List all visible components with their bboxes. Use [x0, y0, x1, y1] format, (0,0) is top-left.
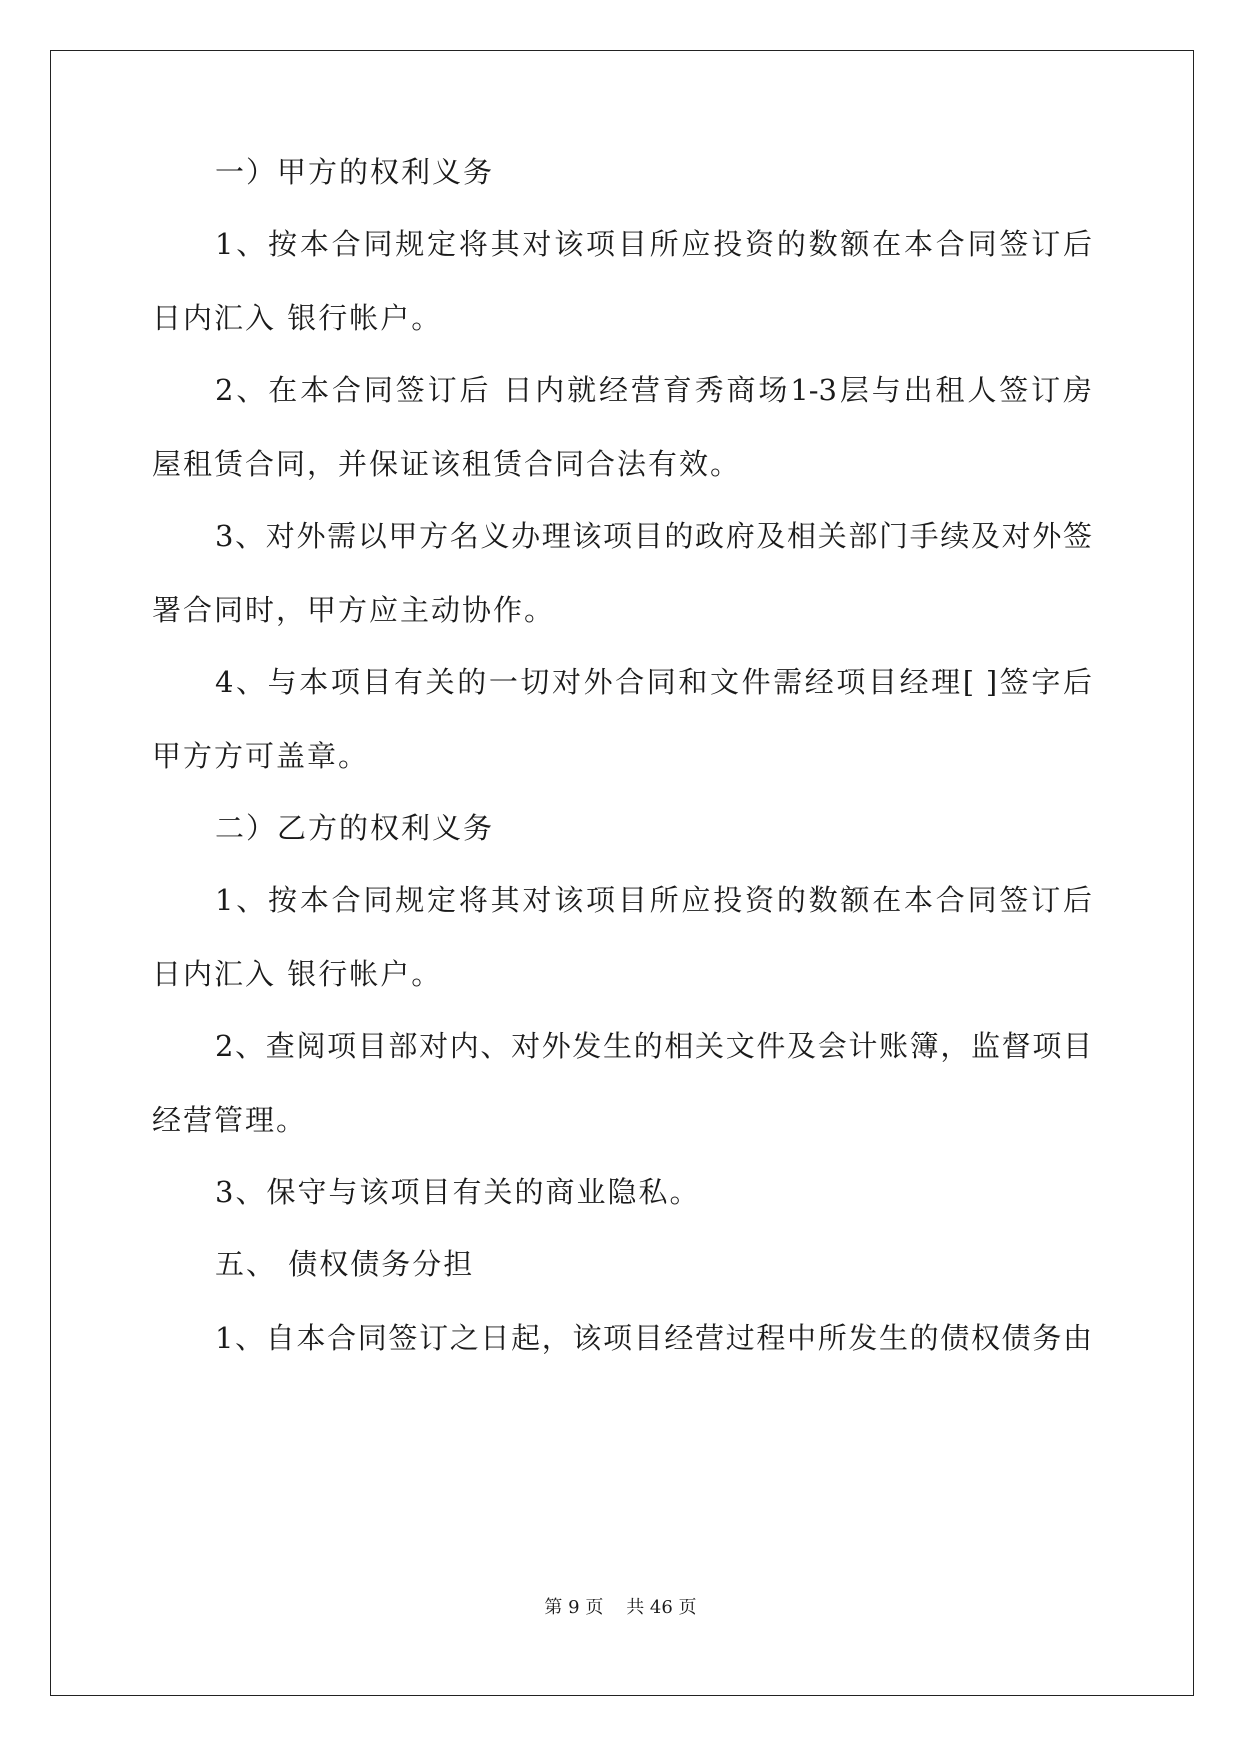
paragraph-line: 屋租赁合同，并保证该租赁合同合法有效。 — [152, 447, 742, 481]
section-heading-debts: 五、 债权债务分担 — [215, 1247, 475, 1281]
paragraph-line: 甲方方可盖章。 — [152, 739, 370, 773]
section-heading-party-a: 一）甲方的权利义务 — [215, 155, 495, 189]
section-heading-party-b: 二）乙方的权利义务 — [215, 811, 495, 845]
paragraph-line: 3、保守与该项目有关的商业隐私。 — [215, 1175, 701, 1209]
paragraph-line: 1、自本合同签订之日起，该项目经营过程中所发生的债权债务由 — [215, 1321, 1092, 1355]
paragraph-line: 经营管理。 — [152, 1103, 308, 1137]
paragraph-line: 3、对外需以甲方名义办理该项目的政府及相关部门手续及对外签 — [215, 519, 1092, 553]
paragraph-line: 2、查阅项目部对内、对外发生的相关文件及会计账簿，监督项目 — [215, 1029, 1092, 1063]
paragraph-line: 1、按本合同规定将其对该项目所应投资的数额在本合同签订后 — [215, 883, 1092, 917]
paragraph-line: 署合同时，甲方应主动协作。 — [152, 593, 556, 627]
paragraph-line: 日内汇入 银行帐户。 — [152, 301, 443, 335]
paragraph-line: 2、在本合同签订后 日内就经营育秀商场1-3层与出租人签订房 — [215, 373, 1092, 407]
page-border — [50, 50, 1194, 1696]
paragraph-line: 4、与本项目有关的一切对外合同和文件需经项目经理[ ]签字后 — [215, 665, 1092, 699]
page-number-footer: 第 9 页 共 46 页 — [544, 1597, 697, 1618]
paragraph-line: 1、按本合同规定将其对该项目所应投资的数额在本合同签订后 — [215, 227, 1092, 261]
paragraph-line: 日内汇入 银行帐户。 — [152, 957, 443, 991]
